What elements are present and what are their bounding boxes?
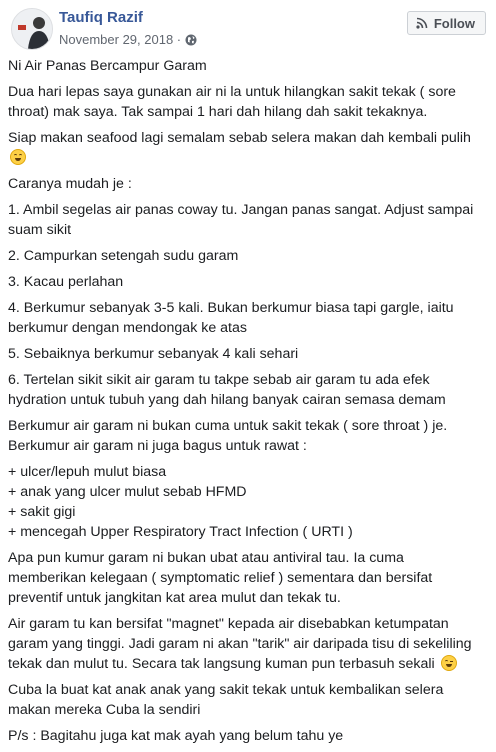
paragraph-try: Cuba la buat kat anak anak yang sakit tekak untuk kembalikan selera makan mereka Cuba la sendiri [8,682,444,718]
post-date[interactable]: November 29, 2018 · [59,32,182,47]
follow-label: Follow [433,15,475,31]
author-name[interactable]: Taufiq Razif [59,9,143,26]
step-3: 3. Kacau perlahan [8,274,124,290]
benefit-item: + sakit gigi [8,504,76,520]
benefit-item: + anak yang ulcer mulut sebab HFMD [8,484,247,500]
step-2: 2. Campurkan setengah sudu garam [8,248,239,264]
paragraph-magnet [8,614,484,674]
post-title: Ni Air Panas Bercampur Garam [8,58,207,74]
post-meta [59,32,197,47]
globe-icon[interactable] [185,34,197,46]
winking-emoji-icon [441,655,457,671]
paragraph-benefits: Berkumur air garam ni bukan cuma untuk sakit tekak ( sore throat ) je. Berkumur air garam ni juga bagus untuk rawat : [8,418,448,454]
step-1: 1. Ambil segelas air panas coway tu. Jangan panas sangat. Adjust sampai suam sikit [8,202,474,238]
paragraph-ps: P/s : Bagitahu juga kat mak ayah yang belum tahu ye [8,728,344,744]
paragraph-method-heading: Caranya mudah je : [8,176,132,192]
benefit-item: + ulcer/lepuh mulut biasa [8,464,167,480]
rss-icon [416,17,428,29]
post-body [8,56,484,752]
follow-button[interactable] [407,11,486,35]
post-header [8,6,488,58]
paragraph-seafood-text: Siap makan seafood lagi semalam sebab selera makan dah kembali pulih [8,130,471,146]
step-5: 5. Sebaiknya berkumur sebanyak 4 kali sehari [8,346,299,362]
step-4: 4. Berkumur sebanyak 3-5 kali. Bukan berkumur biasa tapi gargle, iaitu berkumur dengan mendongak ke atas [8,300,454,336]
paragraph-seafood [8,128,484,168]
paragraph-magnet-text: Air garam tu kan bersifat "magnet" kepada air disebabkan ketumpatan garam yang tinggi. Jadi garam ni akan "tarik" air daripada tisu di sekeliling tekak dan mulut tu. Secara tak langsung kuman pun terbasuh sekali [8,616,472,672]
paragraph-intro: Dua hari lepas saya gunakan air ni la untuk hilangkan sakit tekak ( sore throat) mak saya. Tak sampai 1 hari dah hilang dah sakit tekaknya. [8,84,456,120]
paragraph-disclaimer: Apa pun kumur garam ni bukan ubat atau antiviral tau. Ia cuma memberikan kelegaan ( symptomatic relief ) sementara dan bersifat preventif untuk jangkitan kat area mulut dan tekak tu. [8,550,433,606]
avatar-image [12,9,52,49]
benefit-item: + mencegah Upper Respiratory Tract Infection ( URTI ) [8,524,353,540]
grinning-emoji-icon [10,149,26,165]
avatar[interactable] [11,8,53,50]
benefit-list [8,462,484,542]
step-6: 6. Tertelan sikit sikit air garam tu takpe sebab air garam tu ada efek hydration untuk tubuh yang dah hilang banyak cairan semasa demam [8,372,446,408]
